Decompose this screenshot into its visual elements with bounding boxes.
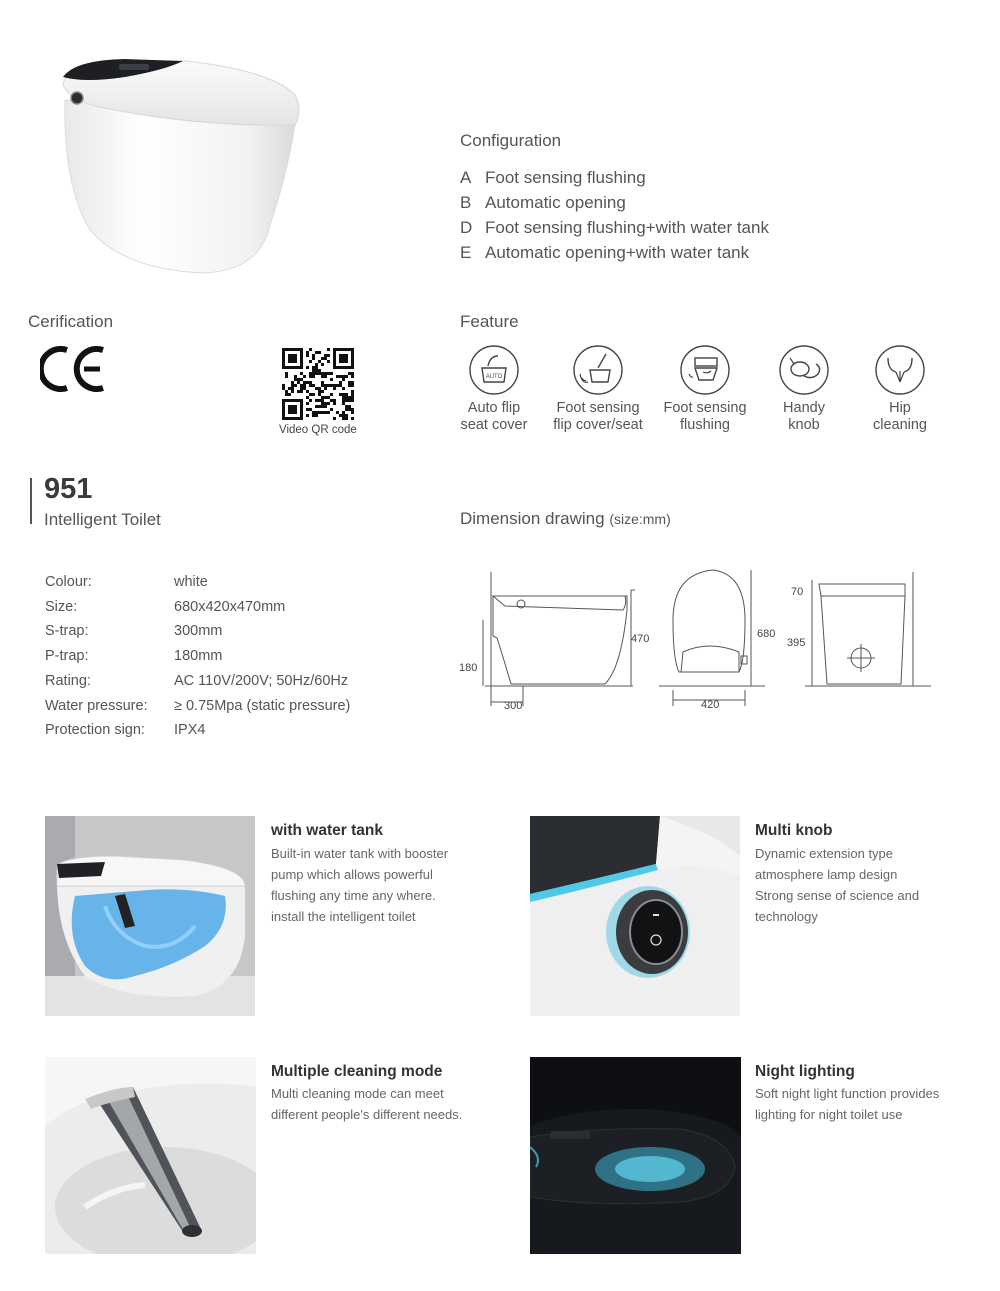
spec-key: Water pressure: (45, 697, 148, 714)
back-view (805, 572, 931, 686)
highlight-line: pump which allows powerful (271, 867, 433, 882)
spec-row (45, 694, 350, 719)
highlight-description (271, 843, 486, 927)
configuration-label: Foot sensing flushing (485, 168, 646, 187)
highlight-line: different people's different needs. (271, 1107, 463, 1122)
highlight-line: Dynamic extension type (755, 846, 894, 861)
spec-key: Protection sign: (45, 722, 145, 739)
spec-table (45, 570, 350, 743)
ce-mark-icon (40, 344, 110, 394)
spec-row (45, 718, 350, 743)
configuration-code: E (460, 243, 472, 262)
highlight-line: Soft night light function provides (755, 1086, 940, 1101)
hip-cleaning-icon (874, 344, 926, 396)
dim-trap-distance: 300 (504, 700, 523, 712)
spec-value: 680x420x470mm (174, 598, 286, 615)
spec-row (45, 595, 350, 620)
highlight-line: technology (755, 909, 818, 924)
spec-value: AC 110V/200V; 50Hz/60Hz (174, 672, 349, 689)
model-divider (30, 478, 32, 524)
spec-key: P-trap: (45, 648, 89, 665)
configuration-label: Automatic opening (485, 193, 626, 212)
configuration-list (460, 165, 769, 265)
dim-top-length: 680 (757, 628, 776, 640)
dim-side-height: 470 (631, 633, 650, 645)
feature-label: flushing (680, 417, 730, 433)
spec-row (45, 644, 350, 669)
highlight-line: flushing any time any where. (271, 888, 436, 903)
qr-finder (288, 354, 297, 363)
feature-label: Hip (889, 400, 911, 416)
spec-value: 300mm (174, 623, 223, 640)
spec-row (45, 570, 350, 595)
configuration-label: Foot sensing flushing+with water tank (485, 218, 769, 237)
feature-foot-sensing-flush (653, 344, 757, 434)
configuration-code: D (460, 218, 473, 237)
dimension-drawing (455, 560, 940, 720)
qr-caption: Video QR code (279, 424, 357, 436)
feature-title: Feature (460, 312, 519, 331)
handy-knob-icon (778, 344, 830, 396)
highlight-line: lighting for night toilet use (755, 1107, 903, 1122)
highlight-line: Multi cleaning mode can meet (271, 1086, 444, 1101)
feature-label: cleaning (872, 417, 927, 433)
foot-sensing-flip-icon (572, 344, 624, 396)
feature-label: Handy (783, 400, 825, 416)
model-name: Intelligent Toilet (44, 510, 161, 529)
highlight-title: Multiple cleaning mode (271, 1063, 443, 1080)
highlight-title: Multi knob (755, 822, 833, 839)
feature-label: flip cover/seat (553, 417, 643, 433)
dimension-unit: (size:mm) (609, 511, 671, 527)
configuration-code: B (460, 193, 472, 212)
spec-value: white (174, 574, 208, 590)
cleaning-mode-photo (45, 1057, 256, 1254)
configuration-label: Automatic opening+with water tank (485, 243, 750, 262)
night-lighting-photo (530, 1057, 741, 1254)
highlight-line: atmosphere lamp design (755, 867, 898, 882)
highlight-title: Night lighting (755, 1063, 855, 1080)
configuration-item (460, 240, 769, 265)
spec-key: Size: (45, 598, 78, 615)
auto-badge: AUTO (485, 374, 503, 380)
dim-top-width: 420 (701, 699, 720, 711)
highlight-line: Built-in water tank with booster (271, 846, 449, 861)
feature-hip-cleaning (848, 344, 952, 434)
highlight-line: Strong sense of science and (755, 888, 920, 903)
dimension-title-text: Dimension drawing (460, 509, 605, 528)
configuration-code: A (460, 168, 472, 187)
dim-lid-height: 70 (791, 586, 804, 598)
spec-value: IPX4 (174, 722, 206, 739)
spec-value: 180mm (174, 648, 223, 665)
feature-label: knob (788, 417, 820, 433)
feature-label: Auto flip (467, 400, 521, 416)
spec-value: ≥ 0.75Mpa (static pressure) (174, 697, 351, 714)
highlight-title: with water tank (271, 822, 383, 839)
qr-finder (339, 354, 348, 363)
configuration-item (460, 215, 769, 240)
top-view (659, 570, 765, 706)
feature-handy-knob (752, 344, 856, 434)
spec-row (45, 619, 350, 644)
spec-row (45, 669, 350, 694)
feature-label: Foot sensing (663, 400, 747, 416)
configuration-title: Configuration (460, 131, 562, 150)
multi-knob-photo (530, 816, 740, 1016)
hero-toilet-image (55, 55, 305, 280)
auto-flip-seat-icon (468, 344, 520, 396)
feature-label: Foot sensing (556, 400, 640, 416)
highlight-description (755, 843, 970, 927)
model-number: 951 (44, 473, 93, 505)
highlight-line: install the intelligent toilet (271, 909, 416, 924)
dim-trap-height: 180 (459, 662, 478, 674)
video-qr-code[interactable] (282, 348, 354, 420)
configuration-item (460, 165, 769, 190)
foot-sensing-flush-icon (679, 344, 731, 396)
side-view (483, 572, 635, 706)
highlight-description (271, 1083, 486, 1125)
spec-key: Rating: (45, 672, 91, 689)
dimension-title (460, 509, 671, 529)
spec-key: S-trap: (45, 623, 89, 640)
feature-label: seat cover (460, 417, 528, 433)
feature-auto-flip (442, 344, 546, 434)
feature-foot-sensing-flip (546, 344, 650, 434)
configuration-item (460, 190, 769, 215)
certification-title: Cerification (28, 312, 114, 331)
dim-back-height: 395 (787, 637, 806, 649)
water-tank-photo (45, 816, 255, 1016)
highlight-description (755, 1083, 970, 1125)
qr-finder (288, 405, 297, 414)
spec-key: Colour: (45, 574, 92, 590)
